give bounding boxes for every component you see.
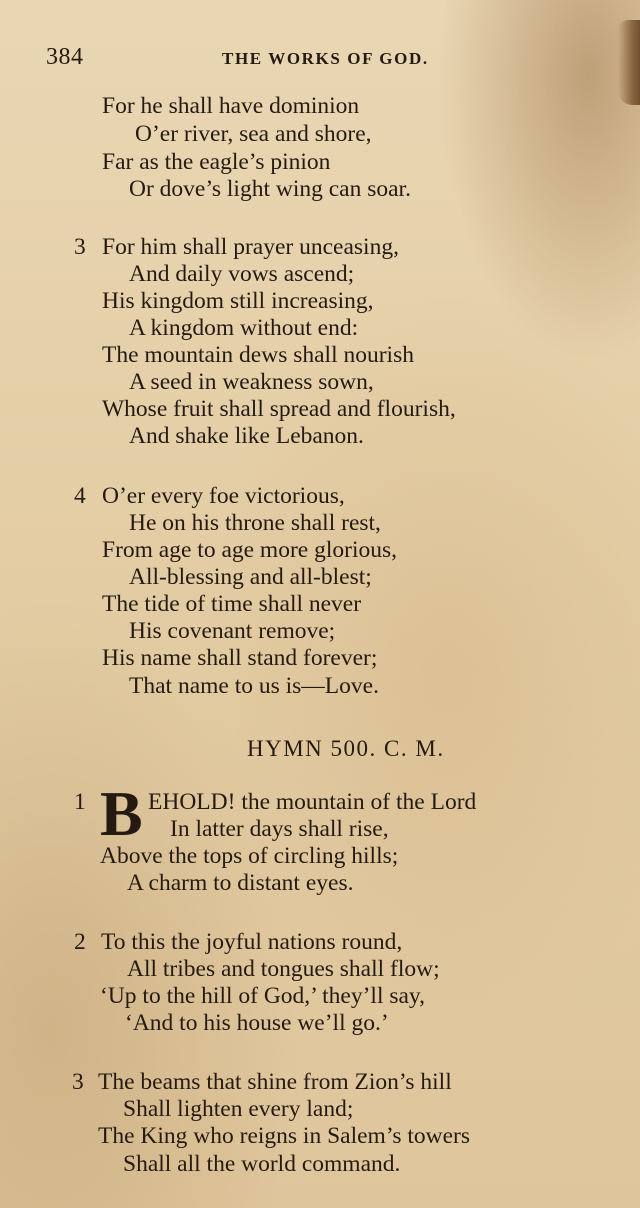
verse-line: That name to us is—Love. [129,673,379,699]
verse-line: Shall lighten every land; [123,1096,354,1122]
verse-line: A kingdom without end: [129,315,359,341]
verse-line: The beams that shine from Zion’s hill [98,1069,452,1095]
page-header [0,40,640,74]
verse-line: Or dove’s light wing can soar. [129,176,411,202]
verse-line: The mountain dews shall nourish [102,342,414,368]
stanza-number: 2 [74,929,86,955]
verse-line: All-blessing and all-blest; [129,564,372,590]
running-head: THE WORKS OF GOD. [222,49,429,68]
page-number: 384 [46,44,84,70]
verse-line: Above the tops of circling hills; [100,843,399,869]
verse-line: To this the joyful nations round, [101,929,403,955]
verse-line: His name shall stand forever; [102,645,378,671]
verse-line: For he shall have dominion [102,93,360,119]
verse-line: Whose fruit shall spread and flourish, [102,396,456,422]
verse-line: Shall all the world command. [123,1151,401,1177]
verse-line: And daily vows ascend; [129,261,355,287]
verse-line: From age to age more glorious, [102,537,397,563]
verse-line: His covenant remove; [129,618,336,644]
verse-line: EHOLD! the mountain of the Lord [148,789,477,815]
verse-line: And shake like Lebanon. [129,423,364,449]
drop-cap: B [100,778,143,849]
verse-line: O’er every foe victorious, [102,483,345,509]
verse-line: A charm to distant eyes. [127,870,354,896]
verse-line: His kingdom still increasing, [102,288,374,314]
verse-line: In latter days shall rise, [170,816,389,842]
verse-line: O’er river, sea and shore, [135,121,372,147]
verse-line: ‘Up to the hill of God,’ they’ll say, [100,983,426,1009]
verse-line: All tribes and tongues shall flow; [127,956,440,982]
verse-line: ‘And to his house we’ll go.’ [125,1010,389,1036]
verse-line: The King who reigns in Salem’s towers [98,1123,471,1149]
stanza-number: 1 [74,789,86,815]
verse-line: He on his throne shall rest, [129,510,381,536]
verse-line: Far as the eagle’s pinion [102,149,331,175]
stanza-number: 3 [72,1069,84,1095]
verse-line: For him shall prayer unceasing, [102,234,399,260]
stanza-number: 3 [74,234,86,260]
hymn-title: HYMN 500. C. M. [247,736,445,761]
verse-line: The tide of time shall never [102,591,362,617]
verse-line: A seed in weakness sown, [129,369,374,395]
stanza-number: 4 [74,483,86,509]
